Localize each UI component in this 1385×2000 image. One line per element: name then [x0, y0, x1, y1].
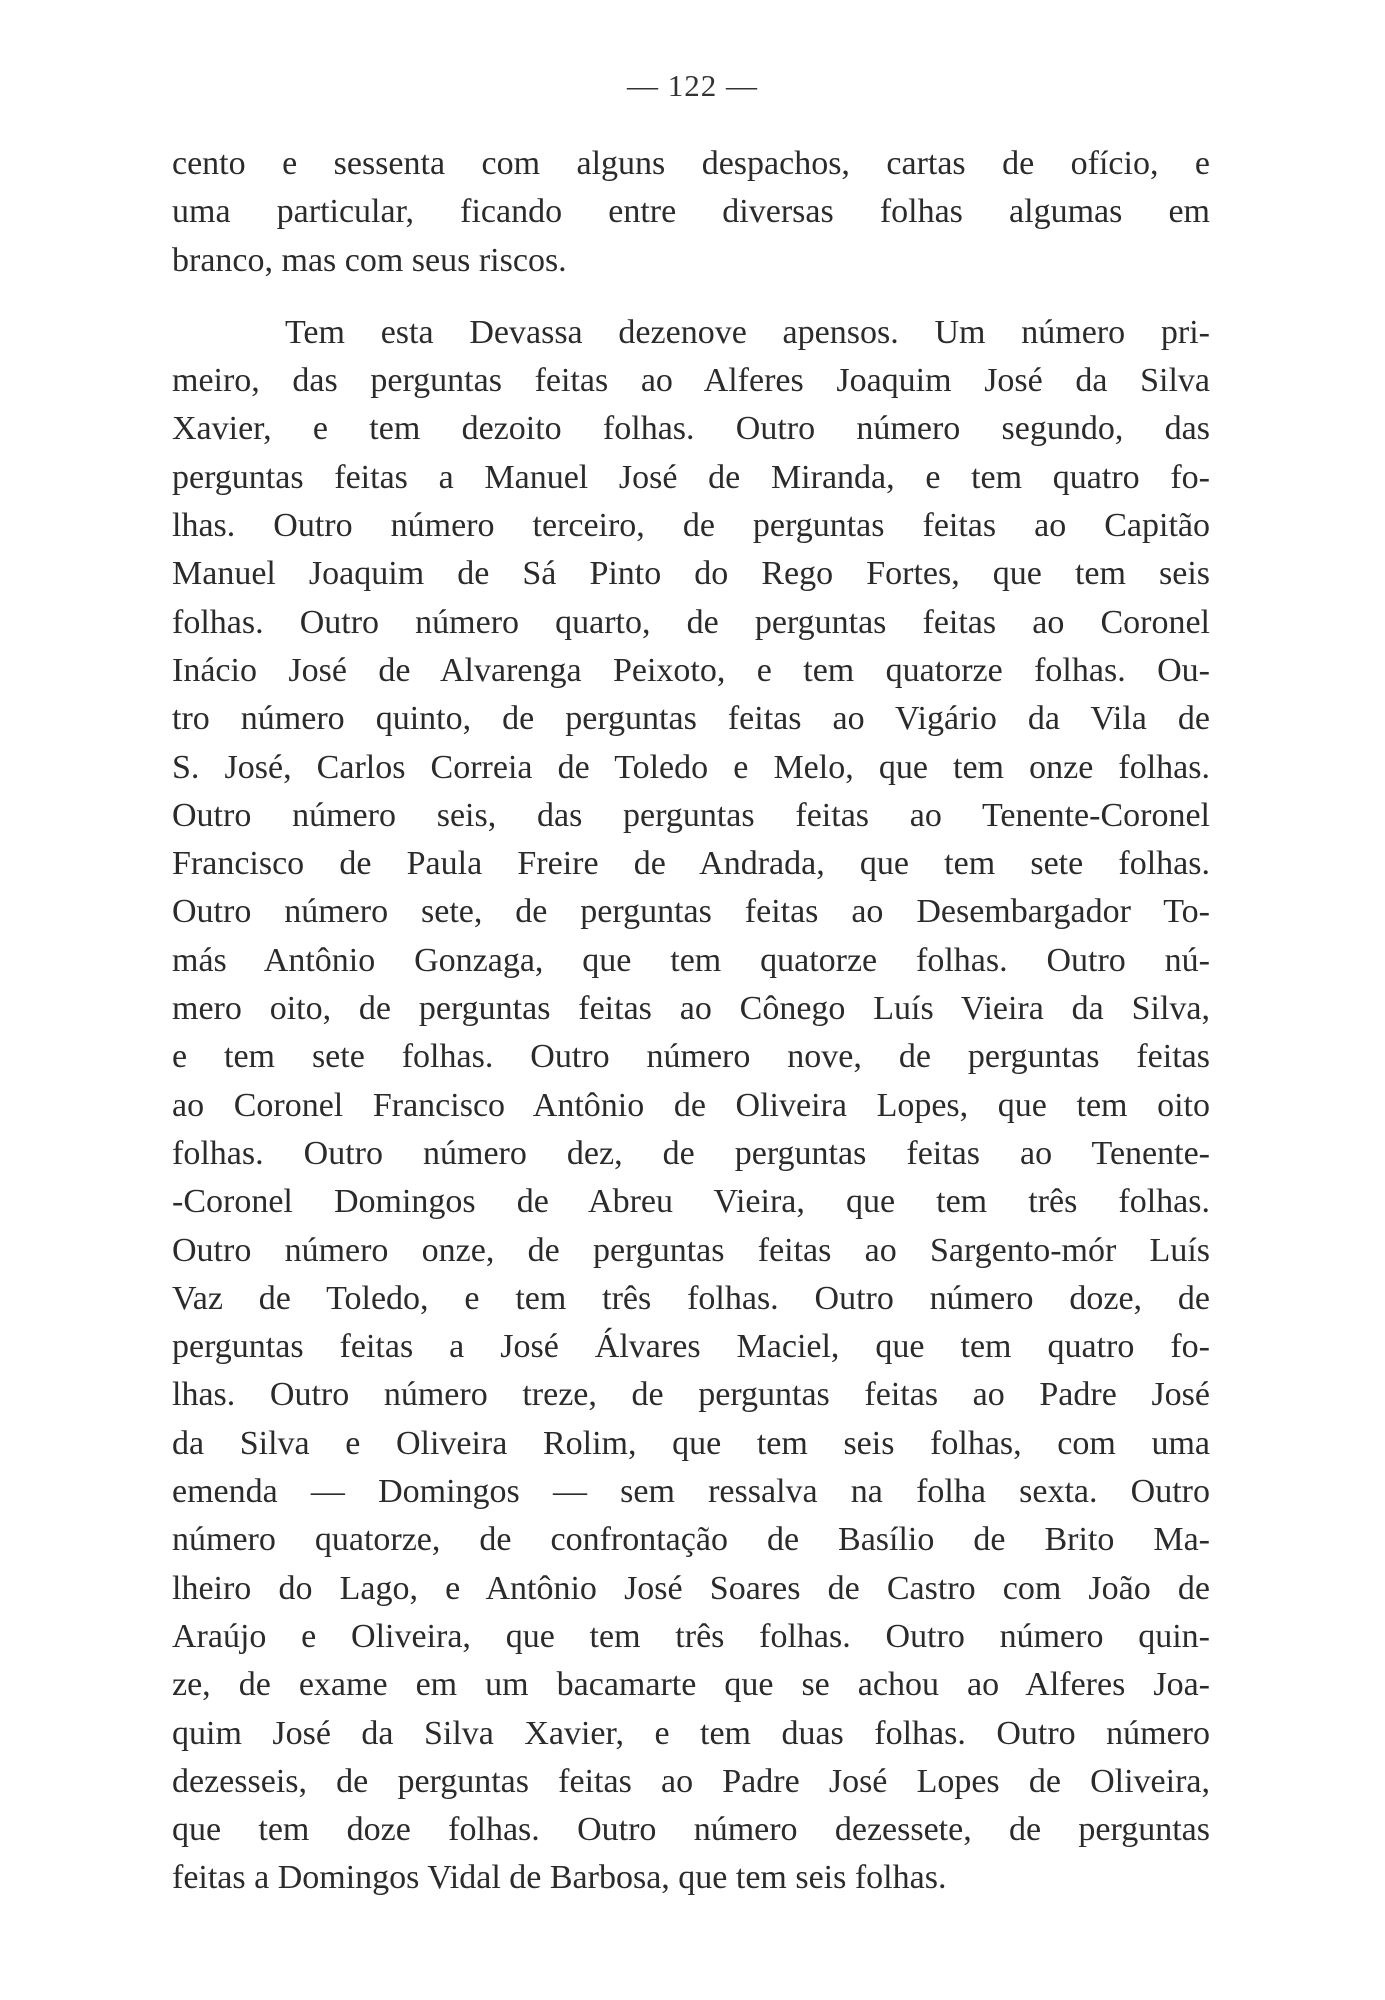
text-line: dezesseis, de perguntas feitas ao Padre José Lopes de Oliveira,	[172, 1762, 1210, 1800]
paragraph-1	[172, 140, 1210, 285]
text-line: Outro número seis, das perguntas feitas ao Tenente-Coronel	[172, 796, 1210, 834]
body-text	[172, 140, 1210, 1903]
text-line: mero oito, de perguntas feitas ao Cônego Luís Vieira da Silva,	[172, 990, 1210, 1028]
text-line: S. José, Carlos Correia de Toledo e Melo, que tem onze folhas.	[172, 748, 1210, 786]
text-line: lhas. Outro número treze, de perguntas feitas ao Padre José	[172, 1376, 1210, 1414]
paragraph-2	[172, 309, 1210, 1903]
page-number: — 122 —	[627, 68, 758, 103]
text-line: perguntas feitas a José Álvares Maciel, que tem quatro fo-	[172, 1328, 1210, 1366]
paragraph-gap	[172, 285, 1210, 309]
text-line: feitas a Domingos Vidal de Barbosa, que tem seis folhas.	[172, 1859, 947, 1897]
text-line: tro número quinto, de perguntas feitas ao Vigário da Vila de	[172, 700, 1210, 738]
text-line: ao Coronel Francisco Antônio de Oliveira Lopes, que tem oito	[172, 1086, 1210, 1124]
text-line: Tem esta Devassa dezenove apensos. Um número pri-	[285, 313, 1210, 351]
text-line: -Coronel Domingos de Abreu Vieira, que tem três folhas.	[172, 1183, 1210, 1221]
text-line: folhas. Outro número dez, de perguntas feitas ao Tenente-	[172, 1134, 1210, 1172]
text-line: branco, mas com seus riscos.	[172, 241, 567, 279]
text-line: quim José da Silva Xavier, e tem duas folhas. Outro número	[172, 1714, 1210, 1752]
text-line: número quatorze, de confrontação de Basílio de Brito Ma-	[172, 1521, 1210, 1559]
text-line: perguntas feitas a Manuel José de Miranda, e tem quatro fo-	[172, 458, 1210, 496]
text-line: Vaz de Toledo, e tem três folhas. Outro número doze, de	[172, 1279, 1210, 1317]
text-line: e tem sete folhas. Outro número nove, de perguntas feitas	[172, 1038, 1210, 1076]
text-line: Outro número onze, de perguntas feitas ao Sargento-mór Luís	[172, 1231, 1210, 1269]
text-line: Xavier, e tem dezoito folhas. Outro número segundo, das	[172, 410, 1210, 448]
text-line: más Antônio Gonzaga, que tem quatorze folhas. Outro nú-	[172, 941, 1210, 979]
text-line: ze, de exame em um bacamarte que se achou ao Alferes Joa-	[172, 1666, 1210, 1704]
text-line: da Silva e Oliveira Rolim, que tem seis folhas, com uma	[172, 1424, 1210, 1462]
text-line: meiro, das perguntas feitas ao Alferes Joaquim José da Silva	[172, 362, 1210, 400]
text-line: Francisco de Paula Freire de Andrada, que tem sete folhas.	[172, 845, 1210, 883]
text-line: folhas. Outro número quarto, de perguntas feitas ao Coronel	[172, 603, 1210, 641]
text-line: que tem doze folhas. Outro número dezessete, de perguntas	[172, 1811, 1210, 1849]
text-line: Araújo e Oliveira, que tem três folhas. Outro número quin-	[172, 1617, 1210, 1655]
text-line: Inácio José de Alvarenga Peixoto, e tem quatorze folhas. Ou-	[172, 651, 1210, 689]
text-line: Manuel Joaquim de Sá Pinto do Rego Fortes, que tem seis	[172, 555, 1210, 593]
text-line: lheiro do Lago, e Antônio José Soares de Castro com João de	[172, 1569, 1210, 1607]
text-line: uma particular, ficando entre diversas folhas algumas em	[172, 193, 1210, 231]
text-line: cento e sessenta com alguns despachos, cartas de ofício, e	[172, 145, 1210, 182]
text-line: emenda — Domingos — sem ressalva na folha sexta. Outro	[172, 1473, 1210, 1511]
text-line: Outro número sete, de perguntas feitas ao Desembargador To-	[172, 893, 1210, 931]
text-line: lhas. Outro número terceiro, de perguntas feitas ao Capitão	[172, 507, 1210, 545]
